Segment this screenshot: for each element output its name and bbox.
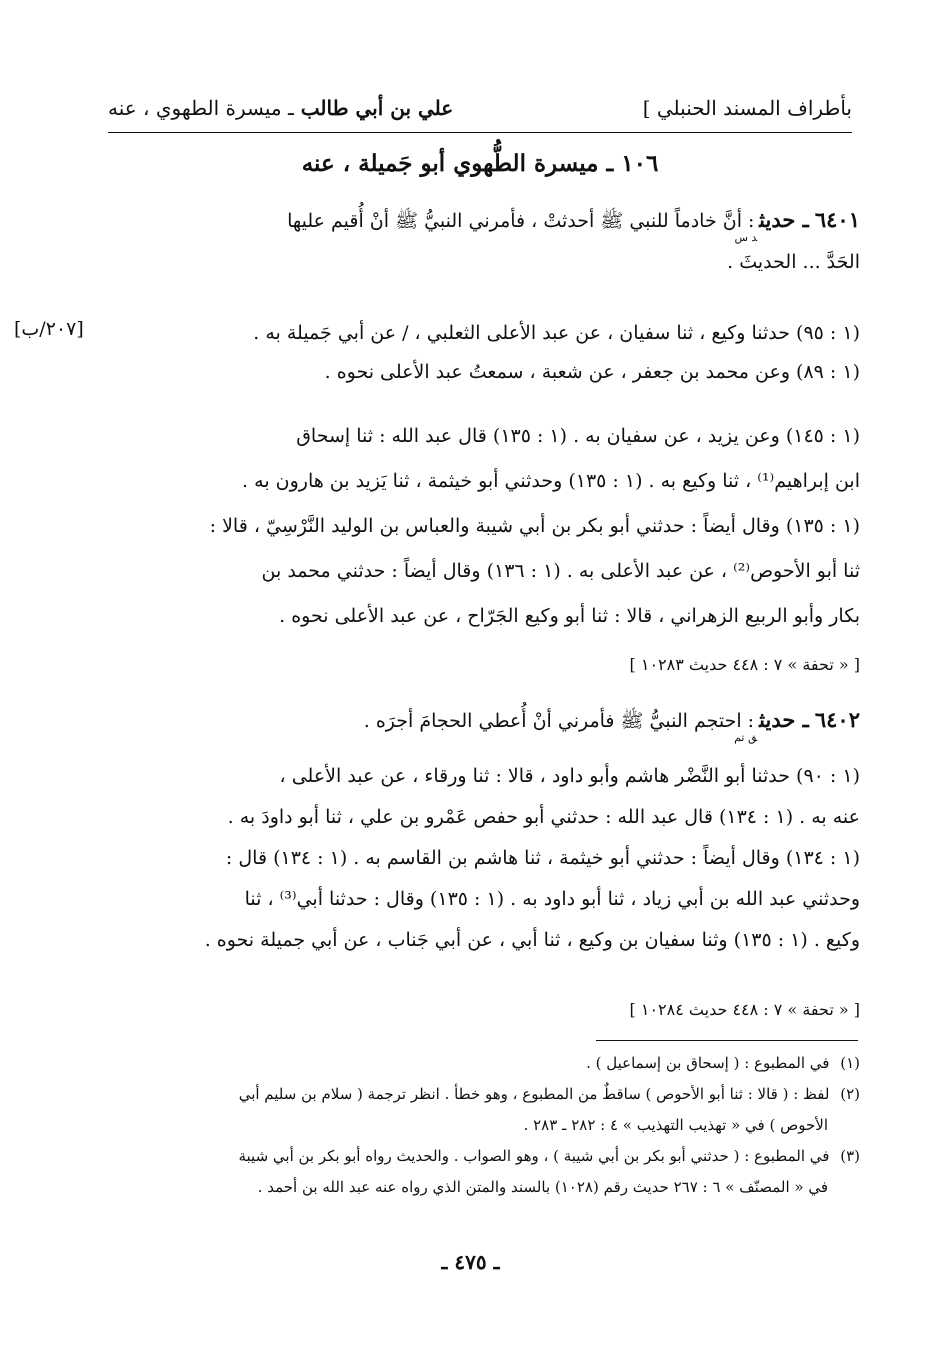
chain-line: (١ : ١٣٤) وقال أيضاً : حدثني أبو خيثمة ، ثنا هاشم بن القاسم به . (١ : ١٣٤) قال :: [225, 847, 860, 869]
page-number: ـ ٤٧٥ ـ: [441, 1250, 500, 1274]
chain-line: (١ : ١٤٥) وعن يزيد ، عن سفيان به . (١ : ١٣٥) قال عبد الله : ثنا إسحاق: [296, 425, 860, 447]
hadith-label: حديث: [759, 207, 796, 232]
chain-line: (١ : ٩٥) حدثنا وكيع ، ثنا سفيان ، عن عبد الأعلى الثعلبي ، / عن أبي جَميلة به .: [253, 322, 860, 344]
running-head-left: [108, 96, 453, 120]
chain-line: ثنا أبو الأحوص⁽²⁾ ، عن عبد الأعلى به . (١ : ١٣٦) وقال أيضاً : حدثني محمد بن: [261, 560, 860, 582]
chain-line: (١ : ١٣٥) وقال أيضاً : حدثني أبو بكر بن أبي شيبة والعباس بن الوليد النَّرْسِيّ ، قالا :: [209, 515, 860, 537]
footnote-3-continued: في « المصنّف » ٦ : ٢٦٧ حديث رقم (١٠٢٨) بالسند والمتن الذي رواه عنه عبد الله بن أحمد .: [257, 1178, 828, 1196]
chain-line: وحدثني عبد الله بن أبي زياد ، ثنا أبو داود به . (١ : ١٣٥) وقال : حدثنا أبي⁽³⁾ ، ثنا: [244, 888, 860, 910]
footnote-text: في المطبوع : ( حدثني أبو بكر بن أبي شيبة ) ، وهو الصواب . والحديث رواه أبو بكر بن أبي شيبة: [238, 1147, 830, 1165]
footnote-1: [108, 1048, 860, 1079]
section-name: علي بن أبي طالب: [300, 96, 454, 120]
hadith-matn: : احتجم النبيُّ ﷺ فأمرني أنْ أُعطي الحجامَ أجرَه .: [363, 710, 755, 732]
hadith-6401-chains-b: [108, 414, 860, 639]
hadith-6401-text: [108, 200, 860, 282]
book-title: بأطراف المسند الحنبلي ]: [642, 96, 852, 120]
tuhfa-reference: [ « تحفة » ٧ : ٤٤٨ حديث ١٠٢٨٣ ]: [629, 655, 860, 674]
running-head-right: [643, 96, 852, 120]
hadith-6401-chains-a: [108, 314, 860, 392]
footnote-text: في المطبوع : ( إسحاق بن إسماعيل ) .: [586, 1054, 830, 1072]
footnote-separator: [596, 1040, 858, 1041]
running-head: [108, 92, 852, 133]
hadith-sigla: د س: [734, 231, 758, 244]
chain-line: (١ : ٩٠) حدثنا أبو النَّضْر هاشم وأبو داود ، قالا : ثنا ورقاء ، عن عبد الأعلى ،: [279, 765, 860, 787]
hadith-number: ٦٤٠٢: [814, 707, 860, 732]
tuhfa-reference: [ « تحفة » ٧ : ٤٤٨ حديث ١٠٢٨٤ ]: [629, 1000, 860, 1019]
hadith-6401-line1: ٦٤٠١ ـ حديث$_{د س}$ : أنَّ خادماً للنبي ﷺ أحدثتْ ، فأمرني النبيُّ ﷺ أنْ أُقيم عليها: [287, 207, 860, 244]
footnotes: [108, 1048, 860, 1203]
footnote-2: [108, 1079, 860, 1110]
footnote-2-continued: الأحوص ) في « تهذيب التهذيب » ٤ : ٢٨٢ ـ ٢٨٣ .: [523, 1116, 828, 1134]
footnote-number: (٢): [840, 1085, 860, 1103]
hadith-6402-text: ٦٤٠٢ ـ حديث$_{ق تم}$ : احتجم النبيُّ ﷺ فأمرني أنْ أُعطي الحجامَ أجرَه .: [363, 707, 860, 744]
footnote-number: (٣): [840, 1147, 860, 1165]
hadith-6402-chains: [108, 756, 860, 961]
hadith-matn: : أنَّ خادماً للنبي ﷺ أحدثتْ ، فأمرني النبيُّ ﷺ أنْ أُقيم عليها: [287, 210, 755, 232]
hadith-sigla: ق تم: [734, 731, 758, 744]
footnote-3: [108, 1141, 860, 1172]
hadith-label: حديث: [759, 707, 796, 732]
hadith-6401-line2: الحَدَّ ... الحديثَ .: [727, 251, 860, 273]
chain-line: (١ : ٨٩) وعن محمد بن جعفر ، عن شعبة ، سمعتُ عبد الأعلى نحوه .: [324, 361, 860, 383]
chain-line: وكيع . (١ : ١٣٥) وثنا سفيان بن وكيع ، ثنا أبي ، عن أبي جَناب ، عن أبي جميلة نحوه .: [204, 929, 860, 951]
section-title: ١٠٦ ـ ميسرة الطُّهوي أبو جَميلة ، عنه: [301, 150, 659, 177]
footnote-text: لفظ : ( قالا : ثنا أبو الأحوص ) ساقطٌ من المطبوع ، وهو خطأ . انظر ترجمة ( سلام بن سليم أبي: [238, 1085, 830, 1103]
hadith-number: ٦٤٠١: [814, 207, 860, 232]
footnote-number: (١): [840, 1054, 860, 1072]
chain-line: بكار وأبو الربيع الزهراني ، قالا : ثنا أبو وكيع الجَرّاح ، عن عبد الأعلى نحوه .: [279, 605, 860, 627]
section-subname: ـ ميسرة الطهوي ، عنه: [108, 96, 294, 120]
chain-line: ابن إبراهيم⁽¹⁾ ، ثنا وكيع به . (١ : ١٣٥) وحدثني أبو خيثمة ، ثنا يَزيد بن هارون به .: [242, 470, 860, 492]
margin-folio-note: [٢٠٧/ب]: [14, 318, 84, 340]
chain-line: عنه به . (١ : ١٣٤) قال عبد الله : حدثني أبو حفص عَمْرو بن علي ، ثنا أبو داودَ به .: [227, 806, 860, 828]
